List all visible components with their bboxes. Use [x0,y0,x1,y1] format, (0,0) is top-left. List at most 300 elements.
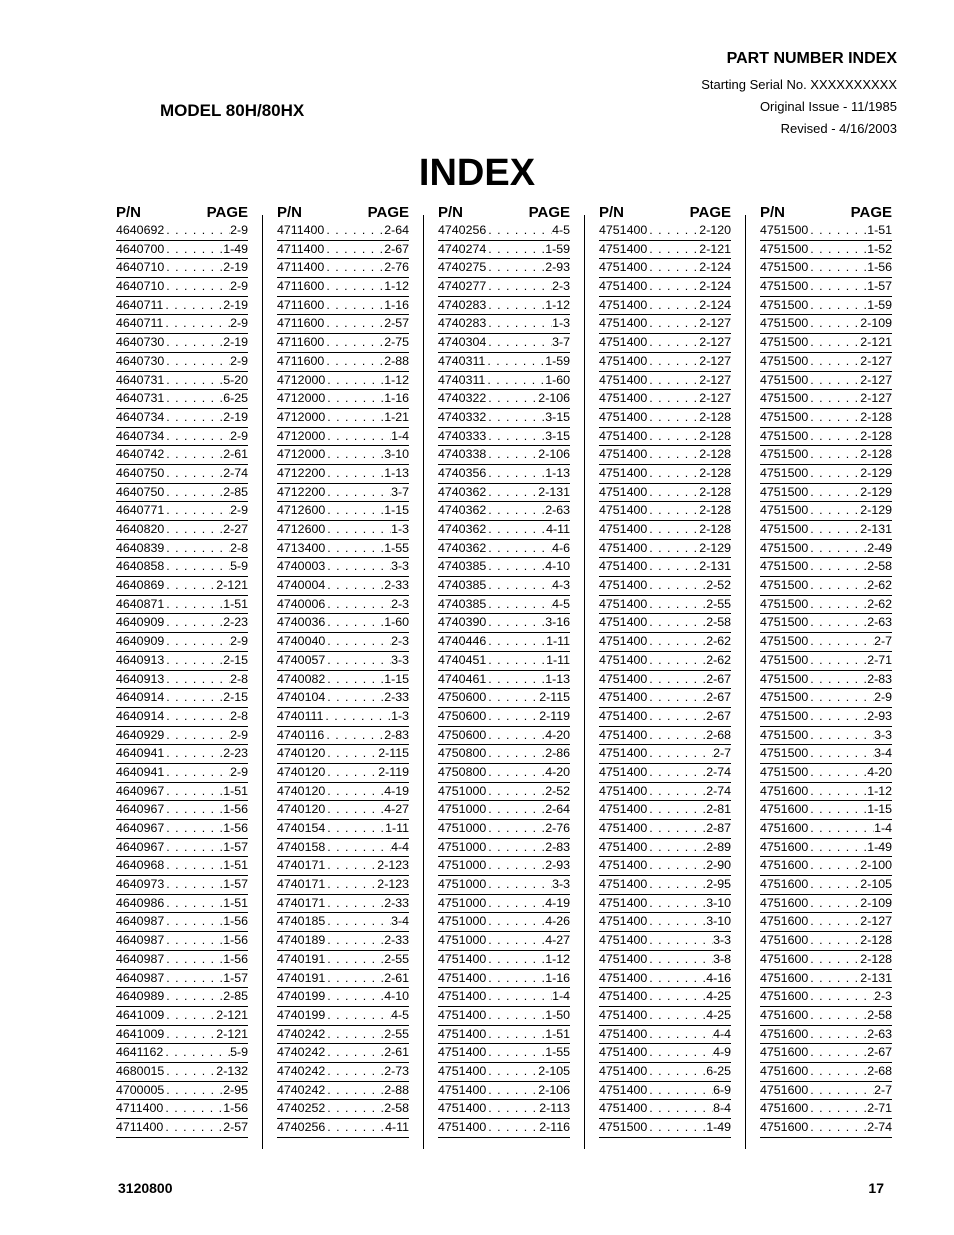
page-reference: 2-68 [706,727,731,742]
dot-leader [325,801,384,819]
page-reference: 2-89 [706,839,731,854]
index-row [277,297,409,316]
dot-leader [486,558,545,576]
part-number: 4750600 [438,690,487,705]
index-row [438,1026,570,1045]
page-reference: 2-49 [867,540,892,555]
dot-leader [647,652,706,670]
part-number: 4751400 [438,1063,487,1078]
index-row [760,428,892,447]
dot-leader [647,708,706,726]
page-reference: 2-129 [860,484,892,499]
model-title: MODEL 80H/80HX [160,101,305,120]
index-row [277,839,409,858]
page-reference: 2-119 [539,708,570,723]
part-number: 4740191 [277,951,326,966]
dot-leader [486,390,538,408]
page-reference: 1-15 [384,671,409,686]
dot-leader [486,857,545,875]
index-row [277,521,409,540]
part-number: 4751400 [599,764,648,779]
page-reference: 2-127 [860,391,892,406]
index-row [277,540,409,559]
dot-leader [164,857,223,875]
page-reference: 2-58 [867,1007,892,1022]
part-number: 4641009 [116,1026,165,1041]
page-reference: 2-120 [699,223,731,237]
dot-leader [486,502,545,520]
part-number: 4640750 [116,484,165,499]
dot-leader [486,652,546,670]
page-reference: 2-115 [539,690,570,705]
page-reference: 2-128 [699,484,731,499]
part-number: 4711400 [277,223,325,237]
page-reference: 2-8 [230,540,248,555]
index-row [277,259,409,278]
index-row [277,876,409,895]
dot-leader [486,409,545,427]
page-reference: 2-128 [860,409,892,424]
part-number: 4640941 [116,764,165,779]
part-number: 4640987 [116,951,165,966]
part-number: 4751500 [760,522,809,536]
page-reference: 2-121 [216,1026,248,1041]
part-number: 4640711 [116,297,164,312]
dot-leader [164,708,230,726]
page-reference: 2-109 [860,316,892,331]
index-row [277,857,409,876]
index-row [599,372,731,391]
part-number: 4740242 [277,1063,326,1078]
part-number: 4751400 [438,1120,487,1134]
part-number: 4751400 [438,1101,487,1116]
part-number: 4711400 [116,1120,164,1134]
dot-leader [164,259,223,277]
dot-leader [647,970,706,988]
index-row [760,988,892,1007]
dot-leader [325,502,384,520]
dot-leader [164,334,223,352]
part-number: 4640730 [116,335,165,350]
part-number: 4751400 [438,989,487,1004]
dot-leader [324,241,384,259]
dot-leader [164,596,223,614]
part-number: 4740120 [277,802,326,817]
dot-leader [486,745,545,763]
index-row [760,353,892,372]
part-number: 4751400 [599,671,648,686]
index-row [438,932,570,951]
page-reference: 2-129 [860,465,892,480]
part-number: 4740256 [438,223,487,237]
page-reference: 4-3 [552,578,570,593]
part-number: 4751500 [760,223,809,237]
part-number: 4751400 [599,1082,648,1097]
dot-leader [325,1063,384,1081]
page-reference: 1-16 [545,970,570,985]
index-row [599,1119,731,1138]
page-reference: 2-7 [713,746,731,761]
index-row [116,1119,248,1138]
page-reference: 1-49 [223,241,248,256]
dot-leader [647,390,699,408]
page-reference: 2-75 [384,335,409,350]
index-row [599,1007,731,1026]
dot-leader [325,820,385,838]
page-reference: 2-123 [377,877,409,892]
part-number: 4751400 [599,316,648,331]
page-reference: 2-83 [545,839,570,854]
index-row [599,913,731,932]
index-row [438,988,570,1007]
dot-leader [486,895,545,913]
dot-leader [325,839,391,857]
page-reference: 1-56 [223,802,248,817]
page-reference: 1-12 [867,783,892,798]
index-row [438,652,570,671]
dot-leader [325,913,391,931]
page-reference: 2-67 [706,708,731,723]
dot-leader [486,801,545,819]
dot-leader [164,932,223,950]
index-row [116,727,248,746]
part-number: 4751400 [599,1045,648,1060]
page-header: PAGE [206,204,248,221]
index-row [599,259,731,278]
index-row [438,558,570,577]
part-number: 4740154 [277,821,326,835]
index-row [277,558,409,577]
page-reference: 3-3 [874,727,892,742]
part-number: 4751600 [760,970,809,985]
page-reference: 1-56 [223,951,248,966]
part-number: 4751400 [599,858,648,873]
part-number: 4751400 [599,540,648,555]
page-reference: 1-55 [545,1045,570,1060]
index-row [116,895,248,914]
dot-leader [325,446,384,464]
index-row [438,278,570,297]
dot-leader [647,1044,713,1062]
dot-leader [486,727,545,745]
page-reference: 4-10 [545,559,570,574]
part-number: 4751400 [599,652,648,667]
part-number: 4751400 [599,933,648,948]
index-row [116,913,248,932]
part-number: 4751400 [599,970,648,985]
part-number: 4640710 [116,260,165,275]
part-number: 4640967 [116,839,165,854]
dot-leader [647,521,699,539]
part-number: 4751600 [760,989,809,1004]
part-number: 4740171 [277,877,326,892]
dot-leader [647,1100,713,1118]
page-reference: 3-16 [545,615,570,630]
dot-leader [808,614,867,632]
part-number: 4751500 [599,1120,648,1134]
page-reference: 2-93 [867,708,892,723]
index-row [277,727,409,746]
index-row [438,353,570,372]
part-number: 4751400 [599,353,648,368]
part-number: 4751500 [760,671,809,686]
page-reference: 2-128 [860,447,892,462]
dot-leader [163,315,230,333]
part-number: 4751400 [599,727,648,742]
part-number: 4750600 [438,727,487,742]
page-reference: 1-13 [545,671,570,686]
part-number: 4750800 [438,746,487,761]
page-reference: 1-57 [223,839,248,854]
page-reference: 2-67 [384,241,409,256]
part-number: 4640858 [116,559,165,574]
index-row [438,297,570,316]
part-number: 4751400 [599,1026,648,1041]
page-reference: 2-106 [538,447,570,462]
dot-leader [164,390,223,408]
page-reference: 2-62 [867,596,892,611]
index-column [438,203,570,1138]
dot-leader [164,671,230,689]
part-number: 4740385 [438,578,487,593]
dot-leader [647,764,706,782]
column-divider [745,215,746,1149]
dot-leader [164,913,223,931]
index-row [760,839,892,858]
part-number: 4751500 [760,316,809,331]
part-number: 4740311 [438,372,486,387]
index-row [760,259,892,278]
index-row [599,951,731,970]
part-number: 4751400 [599,241,648,256]
page-reference: 2-127 [699,372,731,387]
part-number: 4640839 [116,540,165,555]
part-number: 4640914 [116,690,165,705]
page-reference: 2-85 [223,989,248,1004]
index-row [599,633,731,652]
page-reference: 2-85 [223,484,248,499]
page-reference: 2-121 [216,578,248,593]
index-row [277,241,409,260]
index-row [760,1100,892,1119]
part-number: 4751600 [760,821,809,835]
page-reference: 4-4 [391,839,409,854]
part-number: 4712200 [277,484,326,499]
page-reference: 2-121 [216,1007,248,1022]
page-reference: 2-74 [706,783,731,798]
index-row [277,596,409,615]
index-row [599,1100,731,1119]
part-number: 4740333 [438,428,487,443]
page-reference: 2-127 [860,372,892,387]
dot-leader [486,1044,545,1062]
index-row [599,390,731,409]
index-row [438,1082,570,1101]
part-number: 4640731 [116,372,165,387]
dot-leader [324,353,384,371]
page-reference: 2-106 [538,1082,570,1097]
index-row [599,596,731,615]
page-reference: 1-55 [384,540,409,555]
part-number: 4740057 [277,652,326,667]
dot-leader [808,839,867,857]
part-number: 4751600 [760,895,809,910]
part-number: 4751400 [599,484,648,499]
part-number: 4751600 [760,839,809,854]
index-row [116,801,248,820]
dot-leader [164,1082,223,1100]
column-header [599,203,731,222]
index-row [599,839,731,858]
index-row [116,745,248,764]
index-row [599,689,731,708]
page-reference: 1-13 [384,465,409,480]
index-row [116,502,248,521]
dot-leader [325,614,384,632]
dot-leader [324,334,384,352]
index-row [277,633,409,652]
index-row [438,764,570,783]
dot-leader [647,577,706,595]
part-number: 4640700 [116,241,165,256]
page-reference: 3-4 [874,746,892,761]
page-reference: 2-67 [706,690,731,705]
part-number: 4640771 [116,503,165,518]
page-reference: 6-25 [706,1063,731,1078]
page-reference: 2-33 [384,690,409,705]
dot-leader [164,1007,216,1025]
dot-leader [486,951,545,969]
index-row [277,465,409,484]
column-divider [423,215,424,1149]
part-number: 4640869 [116,578,165,593]
dot-leader [164,465,223,483]
index-row [277,222,409,241]
dot-leader [486,484,538,502]
index-row [438,1044,570,1063]
index-row [277,353,409,372]
index-row [760,558,892,577]
dot-leader [647,315,699,333]
index-row [116,372,248,391]
index-row [599,895,731,914]
dot-leader [164,951,223,969]
part-number: 4751600 [760,802,809,817]
part-number: 4640711 [116,316,164,331]
dot-leader [325,577,384,595]
page-reference: 3-10 [706,914,731,929]
part-number: 4751400 [599,615,648,630]
part-number: 4740390 [438,615,487,630]
page-reference: 2-124 [699,297,731,312]
part-number: 4751400 [599,559,648,574]
page-reference: 1-11 [546,652,570,667]
page-reference: 2-128 [699,465,731,480]
page-reference: 2-63 [545,503,570,518]
part-number: 4751600 [760,877,809,892]
index-row [116,951,248,970]
part-number: 4751400 [599,821,648,835]
index-row [116,652,248,671]
page-reference: 2-83 [867,671,892,686]
dot-leader [808,259,867,277]
dot-leader [808,932,860,950]
dot-leader [325,932,384,950]
page-reference: 2-128 [699,409,731,424]
index-row [116,839,248,858]
dot-leader [486,1082,538,1100]
part-number: 4751000 [438,877,487,892]
index-row [116,409,248,428]
page-reference: 2-71 [867,1101,892,1116]
index-row [438,801,570,820]
part-number: 4740362 [438,503,487,518]
index-row [599,783,731,802]
page-reference: 2-3 [552,279,570,294]
dot-leader [164,745,223,763]
index-row [116,222,248,241]
page-reference: 2-61 [223,447,248,462]
index-row [277,988,409,1007]
index-row [438,633,570,652]
part-number: 4751500 [760,727,809,742]
part-number: 4712600 [277,503,326,518]
dot-leader [164,372,223,390]
dot-leader [647,727,706,745]
index-row [277,1119,409,1138]
part-number: 4740461 [438,671,487,686]
pn-header: P/N [438,204,464,221]
index-row [760,315,892,334]
part-number: 4740274 [438,241,487,256]
index-row [277,783,409,802]
dot-leader [647,502,699,520]
page-reference: 1-4 [552,989,570,1004]
dot-leader [647,278,699,296]
index-row [438,465,570,484]
part-number: 4751500 [760,279,809,294]
dot-leader [808,484,860,502]
dot-leader [325,540,384,558]
dot-leader [324,297,384,315]
page-reference: 2-62 [706,652,731,667]
document-number: 3120800 [118,1180,173,1196]
dot-leader [808,334,860,352]
part-number: 4712200 [277,465,326,480]
dot-leader [486,783,545,801]
page-reference: 2-95 [706,877,731,892]
part-number: 4751400 [599,877,648,892]
dot-leader [164,1063,216,1081]
dot-leader [164,988,223,1006]
index-row [116,278,248,297]
page-reference: 2-87 [706,821,731,835]
page-reference: 4-25 [706,1007,731,1022]
dot-leader [647,1063,706,1081]
index-row [438,521,570,540]
part-number: 4740199 [277,1007,326,1022]
dot-leader [164,428,230,446]
index-row [760,895,892,914]
page-reference: 4-26 [545,914,570,929]
page-reference: 2-55 [706,596,731,611]
index-row [599,241,731,260]
part-number: 4740252 [277,1101,326,1116]
page-reference: 2-19 [223,260,248,275]
dot-leader [486,932,545,950]
dot-leader [325,596,391,614]
page-reference: 2-121 [699,241,731,256]
